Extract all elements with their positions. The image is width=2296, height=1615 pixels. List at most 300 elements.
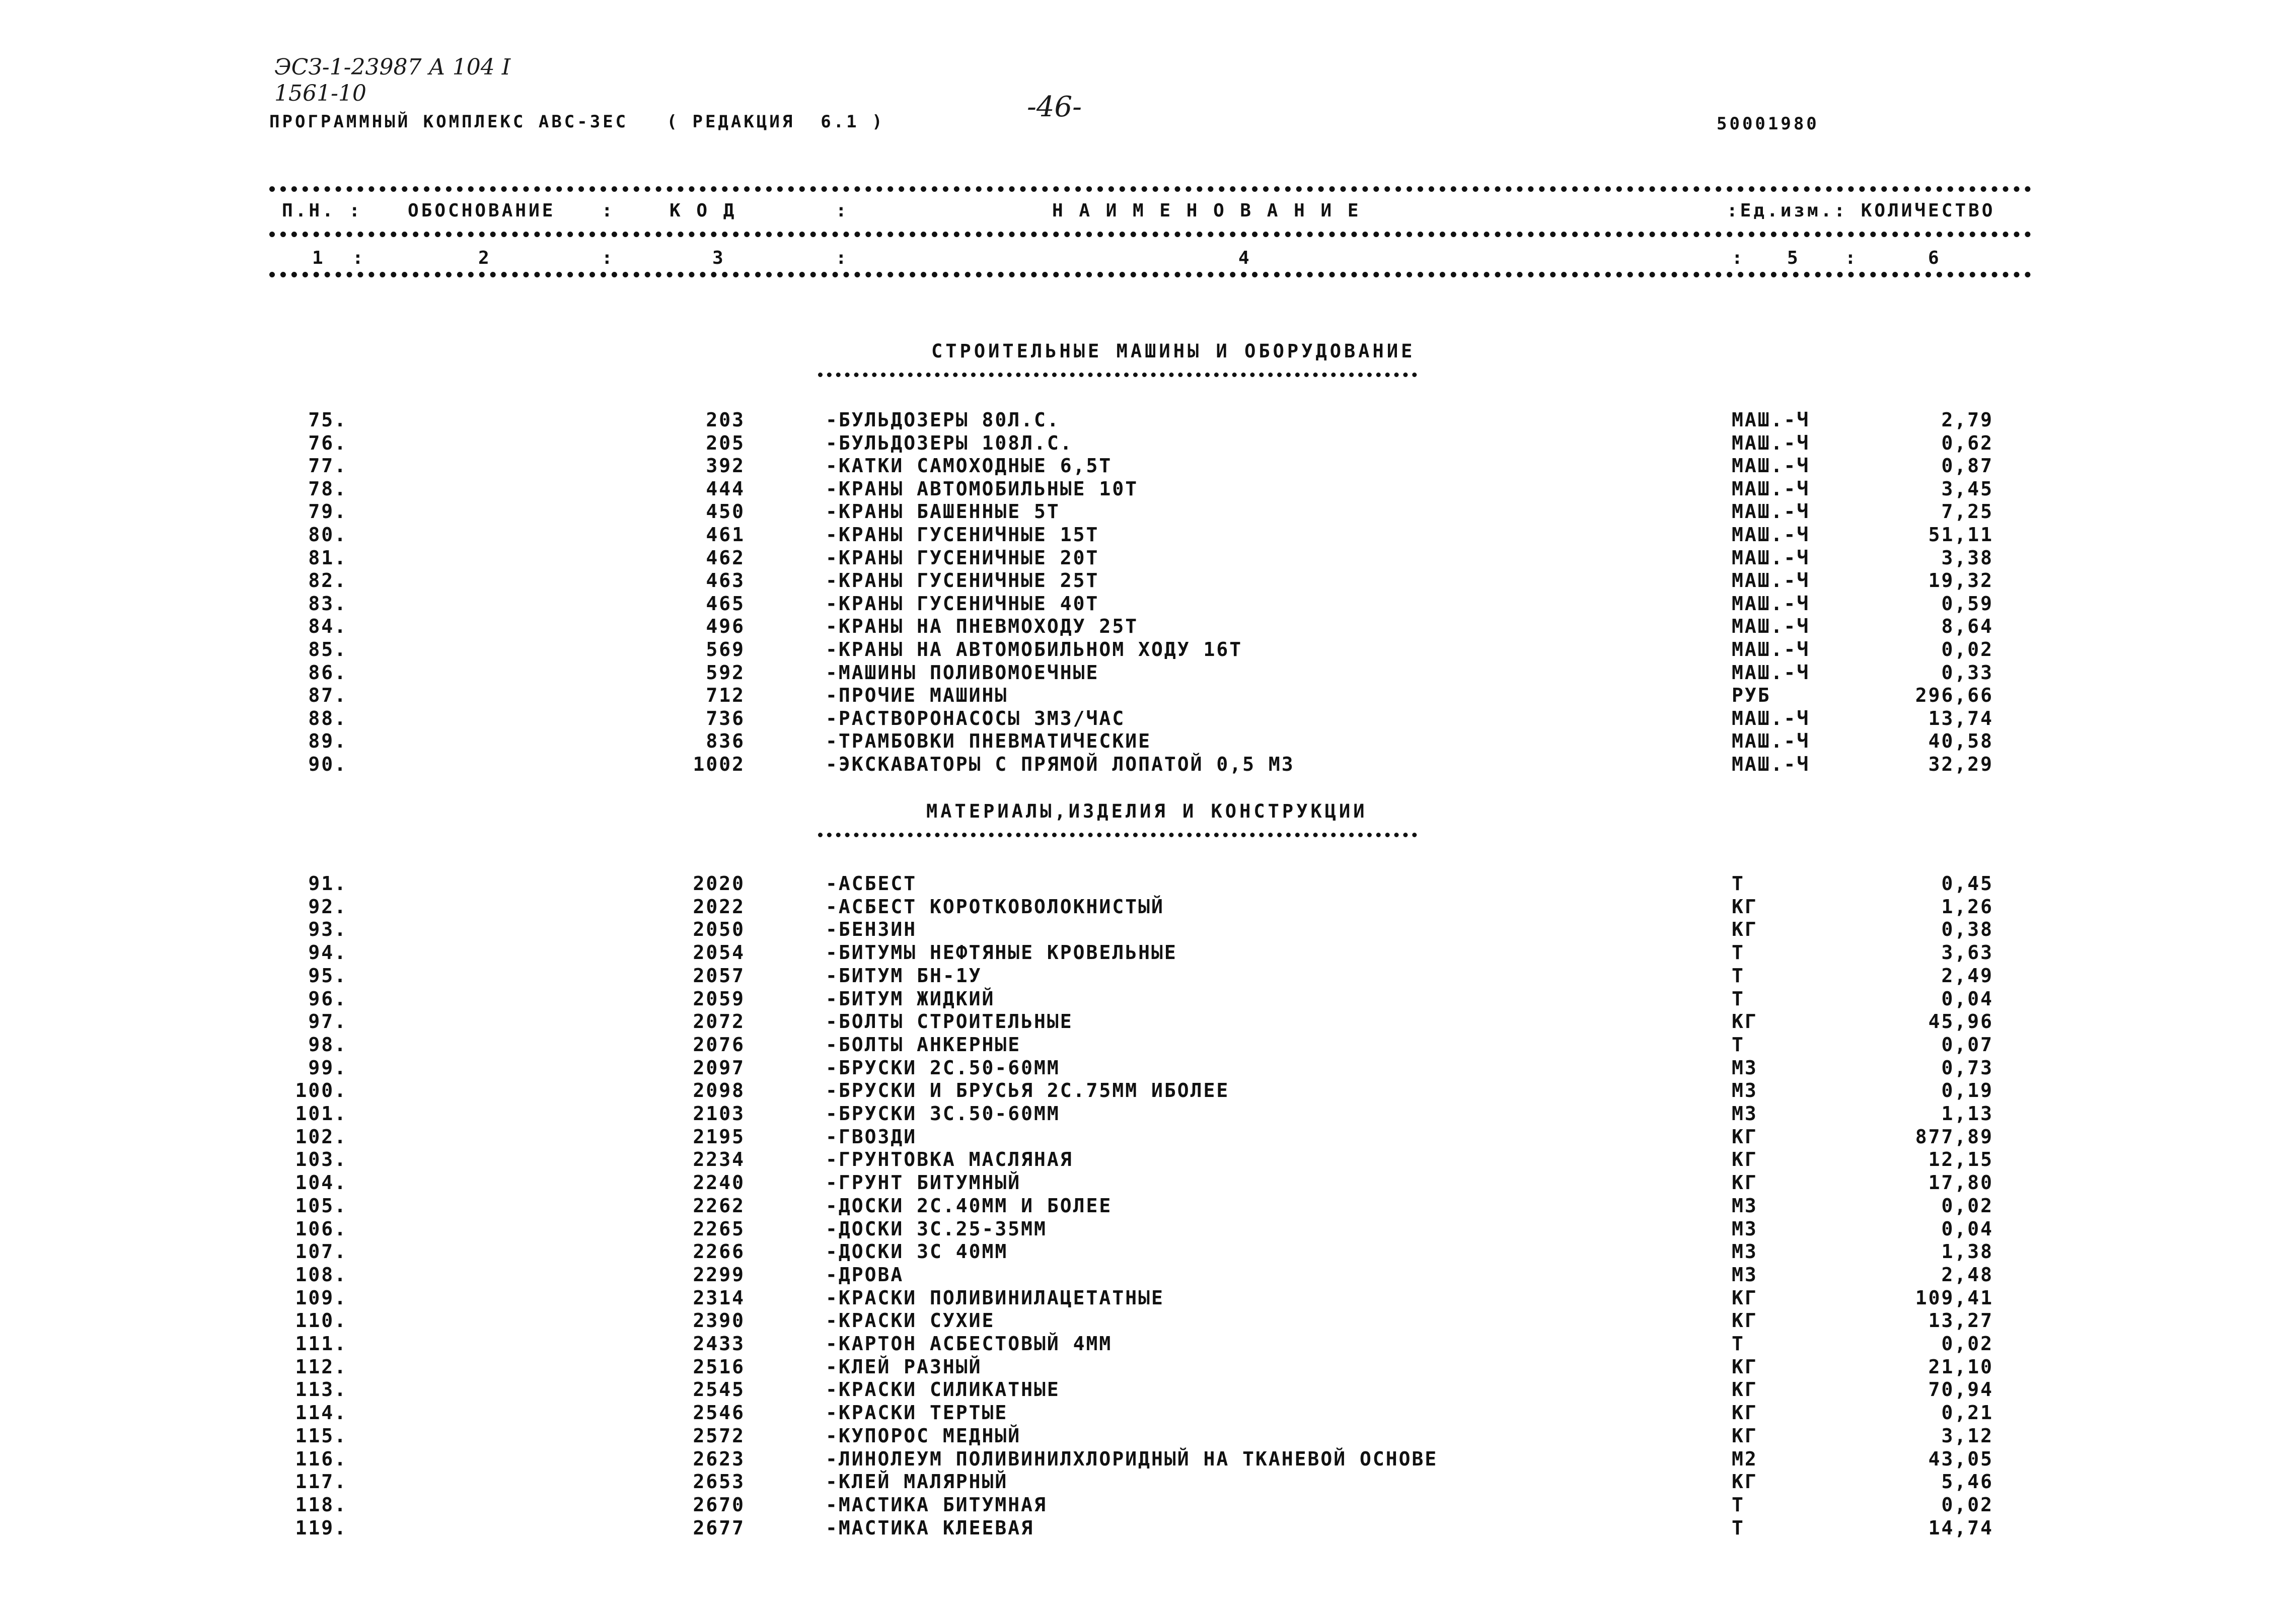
row-code: 2677: [693, 1516, 745, 1539]
row-name: -КРАСКИ СИЛИКАТНЫЕ: [826, 1378, 1060, 1401]
row-number: 90.: [308, 753, 347, 775]
row-quantity: 0,04: [1941, 1217, 1993, 1240]
table-row: [0, 988, 2296, 1011]
row-code: 2072: [693, 1010, 745, 1033]
table-row: [0, 1448, 2296, 1471]
row-name: -КРАСКИ ПОЛИВИНИЛАЦЕТАТНЫЕ: [826, 1286, 1164, 1309]
col-number: 6: [1928, 248, 1942, 268]
row-quantity: 14,74: [1928, 1516, 1993, 1539]
row-name: -КРАНЫ ГУСЕНИЧНЫЕ 15Т: [826, 524, 1099, 546]
row-number: 106.: [295, 1217, 347, 1240]
table-row: [0, 753, 2296, 776]
header-rule-bottom: [269, 272, 2031, 277]
row-unit: М3: [1732, 1103, 1758, 1125]
row-unit: КГ: [1732, 1010, 1758, 1033]
row-name: -БРУСКИ 2С.50-60ММ: [826, 1056, 1060, 1079]
table-row: [0, 638, 2296, 662]
row-quantity: 3,38: [1941, 546, 1993, 569]
row-quantity: 0,33: [1941, 661, 1993, 684]
row-code: 450: [706, 500, 745, 523]
header-rule-top: [269, 186, 2031, 192]
row-name: -КРАНЫ ГУСЕНИЧНЫЕ 40Т: [826, 592, 1099, 615]
row-number: 80.: [308, 524, 347, 546]
row-quantity: 0,38: [1941, 918, 1993, 941]
row-quantity: 0,04: [1941, 987, 1993, 1010]
table-row: [0, 730, 2296, 753]
section-underline: [818, 373, 1417, 377]
row-unit: МАШ.-Ч: [1732, 661, 1810, 684]
handwritten-subcode: 1561-10: [274, 81, 366, 106]
row-quantity: 19,32: [1928, 569, 1993, 592]
table-row: [0, 1309, 2296, 1333]
row-unit: Т: [1732, 1493, 1745, 1516]
row-name: -БОЛТЫ АНКЕРНЫЕ: [826, 1033, 1021, 1056]
row-unit: КГ: [1732, 1125, 1758, 1148]
row-unit: КГ: [1732, 1355, 1758, 1378]
table-row: [0, 615, 2296, 638]
row-number: 114.: [295, 1402, 347, 1424]
row-code: 2234: [693, 1148, 745, 1171]
row-quantity: 0,02: [1941, 1493, 1993, 1516]
row-name: -КРАСКИ ТЕРТЫЕ: [826, 1402, 1008, 1424]
row-number: 88.: [308, 707, 347, 729]
row-name: -ГРУНТ БИТУМНЫЙ: [826, 1171, 1021, 1194]
table-row: [0, 1079, 2296, 1103]
row-code: 2266: [693, 1240, 745, 1263]
program-title: ПРОГРАММНЫЙ КОМПЛЕКС АВС-ЗЕС ( РЕДАКЦИЯ 6.1 ): [269, 112, 885, 132]
row-quantity: 3,45: [1941, 477, 1993, 500]
row-unit: КГ: [1732, 1171, 1758, 1194]
row-quantity: 2,48: [1941, 1263, 1993, 1286]
row-unit: МАШ.-Ч: [1732, 592, 1810, 615]
row-name: -МАСТИКА БИТУМНАЯ: [826, 1493, 1047, 1516]
row-quantity: 877,89: [1915, 1125, 1993, 1148]
table-row: [0, 662, 2296, 685]
row-number: 83.: [308, 592, 347, 615]
row-name: -КРАНЫ ГУСЕНИЧНЫЕ 25Т: [826, 569, 1099, 592]
row-number: 112.: [295, 1355, 347, 1378]
row-name: -БИТУМ БН-1У: [826, 964, 982, 987]
table-row: [0, 684, 2296, 707]
row-number: 81.: [308, 546, 347, 569]
table-row: [0, 1010, 2296, 1034]
row-number: 75.: [308, 409, 347, 431]
row-number: 99.: [308, 1056, 347, 1079]
row-unit: Т: [1732, 1333, 1745, 1355]
row-quantity: 0,07: [1941, 1033, 1993, 1056]
col-sep: :: [602, 200, 615, 221]
col-title-pn: П.Н. :: [282, 200, 363, 221]
table-row: [0, 918, 2296, 941]
col-title-code: К О Д: [670, 200, 737, 221]
row-quantity: 70,94: [1928, 1378, 1993, 1401]
row-name: -КАТКИ САМОХОДНЫЕ 6,5Т: [826, 455, 1113, 477]
table-row: [0, 569, 2296, 593]
row-quantity: 21,10: [1928, 1355, 1993, 1378]
row-number: 117.: [295, 1471, 347, 1493]
row-code: 203: [706, 409, 745, 431]
row-unit: М3: [1732, 1217, 1758, 1240]
row-code: 2572: [693, 1424, 745, 1447]
row-number: 96.: [308, 987, 347, 1010]
row-unit: Т: [1732, 987, 1745, 1010]
row-code: 2670: [693, 1493, 745, 1516]
header-rule-mid: [269, 232, 2031, 237]
row-name: -КРАНЫ АВТОМОБИЛЬНЫЕ 10Т: [826, 477, 1139, 500]
row-number: 87.: [308, 684, 347, 707]
row-unit: КГ: [1732, 918, 1758, 941]
row-code: 569: [706, 638, 745, 660]
row-quantity: 0,21: [1941, 1402, 1993, 1424]
row-name: -ГВОЗДИ: [826, 1125, 917, 1148]
row-quantity: 0,87: [1941, 455, 1993, 477]
row-code: 465: [706, 592, 745, 615]
row-number: 116.: [295, 1447, 347, 1470]
row-quantity: 1,13: [1941, 1103, 1993, 1125]
row-quantity: 109,41: [1915, 1286, 1993, 1309]
col-sep: :: [836, 200, 849, 221]
col-number: :: [352, 248, 366, 268]
row-quantity: 1,26: [1941, 895, 1993, 918]
row-quantity: 7,25: [1941, 500, 1993, 523]
row-unit: КГ: [1732, 1378, 1758, 1401]
row-number: 76.: [308, 431, 347, 454]
row-quantity: 32,29: [1928, 753, 1993, 775]
row-name: -КЛЕЙ МАЛЯРНЫЙ: [826, 1471, 1008, 1493]
row-unit: М3: [1732, 1056, 1758, 1079]
row-name: -ЛИНОЛЕУМ ПОЛИВИНИЛХЛОРИДНЫЙ НА ТКАНЕВОЙ ОСНОВЕ: [826, 1447, 1438, 1470]
row-quantity: 2,79: [1941, 409, 1993, 431]
row-number: 115.: [295, 1424, 347, 1447]
row-code: 444: [706, 477, 745, 500]
row-code: 2240: [693, 1171, 745, 1194]
row-code: 2103: [693, 1103, 745, 1125]
row-code: 2098: [693, 1079, 745, 1102]
col-number: :: [1845, 248, 1859, 268]
row-number: 101.: [295, 1103, 347, 1125]
col-number: 2: [478, 248, 492, 268]
row-code: 205: [706, 431, 745, 454]
row-quantity: 17,80: [1928, 1171, 1993, 1194]
row-unit: КГ: [1732, 1286, 1758, 1309]
table-row: [0, 1517, 2296, 1540]
row-unit: Т: [1732, 1516, 1745, 1539]
col-number: 3: [712, 248, 726, 268]
table-row: [0, 1356, 2296, 1379]
table-row: [0, 1240, 2296, 1264]
row-number: 82.: [308, 569, 347, 592]
row-quantity: 1,38: [1941, 1240, 1993, 1263]
row-name: -ДОСКИ 3С.25-35ММ: [826, 1217, 1047, 1240]
row-code: 712: [706, 684, 745, 707]
table-row: [0, 1148, 2296, 1171]
table-row: [0, 1264, 2296, 1287]
table-row: [0, 1057, 2296, 1080]
row-unit: МАШ.-Ч: [1732, 455, 1810, 477]
row-quantity: 43,05: [1928, 1447, 1993, 1470]
row-quantity: 13,27: [1928, 1309, 1993, 1332]
row-unit: МАШ.-Ч: [1732, 730, 1810, 753]
row-unit: М3: [1732, 1263, 1758, 1286]
row-name: -БРУСКИ И БРУСЬЯ 2С.75ММ ИБОЛЕЕ: [826, 1079, 1230, 1102]
row-name: -АСБЕСТ: [826, 872, 917, 895]
table-row: [0, 500, 2296, 524]
row-number: 91.: [308, 872, 347, 895]
row-name: -БУЛЬДОЗЕРЫ 108Л.С.: [826, 431, 1073, 454]
row-name: -КРАНЫ ГУСЕНИЧНЫЕ 20Т: [826, 546, 1099, 569]
row-name: -МАСТИКА КЛЕЕВАЯ: [826, 1516, 1034, 1539]
row-quantity: 8,64: [1941, 615, 1993, 638]
table-row: [0, 1471, 2296, 1494]
row-name: -КРАНЫ БАШЕННЫЕ 5Т: [826, 500, 1060, 523]
row-quantity: 0,62: [1941, 431, 1993, 454]
row-number: 98.: [308, 1033, 347, 1056]
row-code: 836: [706, 730, 745, 753]
row-code: 2546: [693, 1402, 745, 1424]
row-name: -БЕНЗИН: [826, 918, 917, 941]
row-code: 2262: [693, 1194, 745, 1217]
col-number: :: [602, 248, 615, 268]
row-quantity: 0,73: [1941, 1056, 1993, 1079]
section-title: МАТЕРИАЛЫ,ИЗДЕЛИЯ И КОНСТРУКЦИИ: [926, 800, 1368, 822]
document-code: 50001980: [1717, 114, 1819, 134]
row-unit: КГ: [1732, 1424, 1758, 1447]
row-unit: МАШ.-Ч: [1732, 524, 1810, 546]
row-name: -БУЛЬДОЗЕРЫ 80Л.С.: [826, 409, 1060, 431]
row-quantity: 0,02: [1941, 1194, 1993, 1217]
row-code: 2623: [693, 1447, 745, 1470]
table-row: [0, 1103, 2296, 1126]
row-number: 109.: [295, 1286, 347, 1309]
row-name: -БОЛТЫ СТРОИТЕЛЬНЫЕ: [826, 1010, 1073, 1033]
row-code: 592: [706, 661, 745, 684]
col-title-name: Н А И М Е Н О В А Н И Е: [1052, 200, 1361, 221]
table-row: [0, 1171, 2296, 1195]
table-row: [0, 965, 2296, 988]
row-unit: МАШ.-Ч: [1732, 753, 1810, 775]
row-name: -ДОСКИ 2С.40ММ И БОЛЕЕ: [826, 1194, 1113, 1217]
table-row: [0, 896, 2296, 919]
col-title-unit-qty: :Ед.изм.: КОЛИЧЕСТВО: [1727, 200, 1995, 221]
row-number: 79.: [308, 500, 347, 523]
table-row: [0, 1378, 2296, 1402]
row-unit: КГ: [1732, 1148, 1758, 1171]
row-quantity: 0,02: [1941, 1333, 1993, 1355]
row-unit: Т: [1732, 964, 1745, 987]
table-row: [0, 1333, 2296, 1356]
row-unit: МАШ.-Ч: [1732, 546, 1810, 569]
table-row: [0, 1034, 2296, 1057]
row-code: 2020: [693, 872, 745, 895]
col-number: :: [1732, 248, 1745, 268]
row-number: 105.: [295, 1194, 347, 1217]
row-number: 93.: [308, 918, 347, 941]
row-name: -КРАСКИ СУХИЕ: [826, 1309, 995, 1332]
row-number: 103.: [295, 1148, 347, 1171]
row-number: 118.: [295, 1493, 347, 1516]
handwritten-code: ЭСЗ-1-23987 А 104 I: [274, 54, 511, 80]
table-row: [0, 1287, 2296, 1310]
row-quantity: 0,19: [1941, 1079, 1993, 1102]
row-quantity: 3,12: [1941, 1424, 1993, 1447]
row-code: 463: [706, 569, 745, 592]
row-quantity: 51,11: [1928, 524, 1993, 546]
table-row: [0, 455, 2296, 478]
row-unit: Т: [1732, 872, 1745, 895]
row-code: 2076: [693, 1033, 745, 1056]
row-code: 2054: [693, 941, 745, 964]
row-unit: М3: [1732, 1079, 1758, 1102]
row-name: -ГРУНТОВКА МАСЛЯНАЯ: [826, 1148, 1073, 1171]
row-name: -КРАНЫ НА ПНЕВМОХОДУ 25Т: [826, 615, 1139, 638]
row-number: 110.: [295, 1309, 347, 1332]
row-unit: МАШ.-Ч: [1732, 615, 1810, 638]
table-row: [0, 547, 2296, 570]
row-name: -БИТУМЫ НЕФТЯНЫЕ КРОВЕЛЬНЫЕ: [826, 941, 1177, 964]
row-unit: МАШ.-Ч: [1732, 707, 1810, 729]
row-code: 2314: [693, 1286, 745, 1309]
row-code: 2545: [693, 1378, 745, 1401]
table-row: [0, 478, 2296, 501]
row-name: -РАСТВОРОНАСОСЫ 3М3/ЧАС: [826, 707, 1126, 729]
row-quantity: 5,46: [1941, 1471, 1993, 1493]
row-unit: М2: [1732, 1447, 1758, 1470]
row-number: 78.: [308, 477, 347, 500]
row-unit: Т: [1732, 941, 1745, 964]
row-name: -КЛЕЙ РАЗНЫЙ: [826, 1355, 982, 1378]
row-unit: М3: [1732, 1240, 1758, 1263]
table-row: [0, 1425, 2296, 1448]
row-unit: Т: [1732, 1033, 1745, 1056]
col-number: 5: [1787, 248, 1801, 268]
page-number: -46-: [1027, 91, 1082, 123]
table-row: [0, 524, 2296, 547]
row-code: 2433: [693, 1333, 745, 1355]
row-number: 92.: [308, 895, 347, 918]
row-number: 84.: [308, 615, 347, 638]
row-code: 736: [706, 707, 745, 729]
row-quantity: 0,02: [1941, 638, 1993, 660]
row-code: 2299: [693, 1263, 745, 1286]
row-unit: МАШ.-Ч: [1732, 569, 1810, 592]
row-name: -АСБЕСТ КОРОТКОВОЛОКНИСТЫЙ: [826, 895, 1164, 918]
row-quantity: 45,96: [1928, 1010, 1993, 1033]
row-number: 108.: [295, 1263, 347, 1286]
row-quantity: 12,15: [1928, 1148, 1993, 1171]
row-unit: КГ: [1732, 1402, 1758, 1424]
row-quantity: 13,74: [1928, 707, 1993, 729]
row-code: 1002: [693, 753, 745, 775]
row-number: 111.: [295, 1333, 347, 1355]
row-unit: М3: [1732, 1194, 1758, 1217]
row-name: -ДРОВА: [826, 1263, 904, 1286]
row-number: 97.: [308, 1010, 347, 1033]
row-number: 113.: [295, 1378, 347, 1401]
row-code: 2516: [693, 1355, 745, 1378]
col-number: 4: [1238, 248, 1252, 268]
row-code: 462: [706, 546, 745, 569]
table-row: [0, 593, 2296, 616]
row-number: 86.: [308, 661, 347, 684]
row-number: 77.: [308, 455, 347, 477]
table-row: [0, 707, 2296, 730]
row-unit: КГ: [1732, 895, 1758, 918]
row-code: 2050: [693, 918, 745, 941]
row-quantity: 0,59: [1941, 592, 1993, 615]
row-code: 392: [706, 455, 745, 477]
row-unit: МАШ.-Ч: [1732, 500, 1810, 523]
row-code: 2057: [693, 964, 745, 987]
table-row: [0, 941, 2296, 965]
row-name: -МАШИНЫ ПОЛИВОМОЕЧНЫЕ: [826, 661, 1099, 684]
row-code: 461: [706, 524, 745, 546]
row-unit: РУБ: [1732, 684, 1771, 707]
row-unit: КГ: [1732, 1471, 1758, 1493]
row-number: 119.: [295, 1516, 347, 1539]
row-quantity: 40,58: [1928, 730, 1993, 753]
row-name: -ДОСКИ 3С 40ММ: [826, 1240, 1008, 1263]
row-name: -КРАНЫ НА АВТОМОБИЛЬНОМ ХОДУ 16Т: [826, 638, 1243, 660]
row-number: 89.: [308, 730, 347, 753]
row-quantity: 3,63: [1941, 941, 1993, 964]
row-number: 100.: [295, 1079, 347, 1102]
row-unit: МАШ.-Ч: [1732, 409, 1810, 431]
row-name: -КУПОРОС МЕДНЫЙ: [826, 1424, 1021, 1447]
row-number: 107.: [295, 1240, 347, 1263]
row-code: 496: [706, 615, 745, 638]
col-title-basis: ОБОСНОВАНИЕ: [408, 200, 556, 221]
table-row: [0, 432, 2296, 455]
row-name: -БРУСКИ 3С.50-60ММ: [826, 1103, 1060, 1125]
row-code: 2059: [693, 987, 745, 1010]
row-code: 2653: [693, 1471, 745, 1493]
row-code: 2390: [693, 1309, 745, 1332]
row-number: 94.: [308, 941, 347, 964]
row-number: 104.: [295, 1171, 347, 1194]
row-quantity: 296,66: [1915, 684, 1993, 707]
row-unit: МАШ.-Ч: [1732, 638, 1810, 660]
row-quantity: 2,49: [1941, 964, 1993, 987]
row-code: 2022: [693, 895, 745, 918]
table-row: [0, 1402, 2296, 1425]
row-quantity: 0,45: [1941, 872, 1993, 895]
row-number: 85.: [308, 638, 347, 660]
row-unit: МАШ.-Ч: [1732, 477, 1810, 500]
row-code: 2097: [693, 1056, 745, 1079]
table-row: [0, 1195, 2296, 1218]
section-title: СТРОИТЕЛЬНЫЕ МАШИНЫ И ОБОРУДОВАНИЕ: [931, 340, 1416, 362]
row-name: -КАРТОН АСБЕСТОВЫЙ 4ММ: [826, 1333, 1113, 1355]
table-row: [0, 1494, 2296, 1517]
col-number: 1: [312, 248, 326, 268]
row-code: 2265: [693, 1217, 745, 1240]
row-name: -БИТУМ ЖИДКИЙ: [826, 987, 995, 1010]
row-unit: МАШ.-Ч: [1732, 431, 1810, 454]
row-number: 95.: [308, 964, 347, 987]
table-row: [0, 409, 2296, 432]
row-name: -ЭКСКАВАТОРЫ С ПРЯМОЙ ЛОПАТОЙ 0,5 М3: [826, 753, 1295, 775]
row-name: -ПРОЧИЕ МАШИНЫ: [826, 684, 1008, 707]
table-row: [0, 1218, 2296, 1241]
row-code: 2195: [693, 1125, 745, 1148]
table-row: [0, 872, 2296, 896]
col-number: :: [836, 248, 849, 268]
row-unit: КГ: [1732, 1309, 1758, 1332]
row-number: 102.: [295, 1125, 347, 1148]
table-row: [0, 1126, 2296, 1149]
row-name: -ТРАМБОВКИ ПНЕВМАТИЧЕСКИЕ: [826, 730, 1151, 753]
section-underline: [818, 833, 1417, 837]
